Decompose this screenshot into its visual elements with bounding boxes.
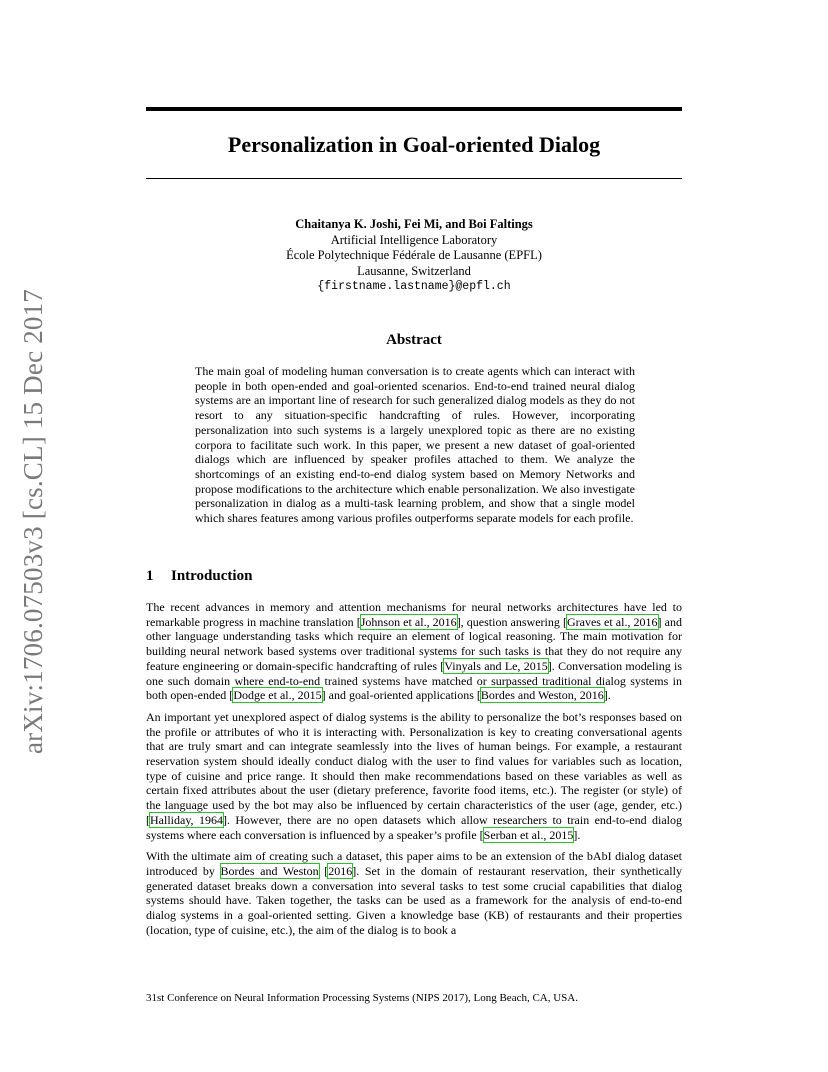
affiliation-lab: Artificial Intelligence Laboratory: [330, 232, 498, 247]
paragraph-text: An important yet unexplored aspect of dialog systems is the ability to personalize the bot’s responses based on the profile or attributes of who it is interacting with. Personalization is key to creating conversational agents that are truly smart and can integrate seamlessly into the lives of human beings. For example, a restaurant reservation system should ideally conduct dialog with the user to find values for variables such as location, type of cuisine and price range. It should then make recommendations based on these variables as well as certain fixed attributes about the user (dietary preference, favorite food items, etc.). The register (or style) of the language used by the bot may also be influenced by certain characteristics of the user (age, gender, etc.) [: [146, 709, 682, 827]
title-top-rule: [146, 107, 682, 111]
paragraph-text: ] and goal-oriented applications [: [321, 688, 481, 703]
affiliation-institution: École Polytechnique Fédérale de Lausanne (EPFL): [286, 248, 542, 262]
arxiv-identifier-text: arXiv:1706.07503v3 [cs.CL] 15 Dec 2017: [18, 288, 49, 754]
paragraph-text: ] and other language understanding tasks which require an element of logical reasoning. The main motivation for building neural network based systems over traditional systems for such tasks is that they do not require any feature engineering or domain-specific handcrafting of rules [: [146, 614, 682, 673]
section-heading: [146, 566, 682, 586]
section-number: 1: [146, 568, 154, 584]
paragraph-text: With the ultimate aim of creating such a dataset, this paper aims to be an extension of the bAbI dialog dataset introduced by: [146, 849, 682, 878]
paper-title: Personalization in Goal-oriented Dialog: [227, 132, 601, 157]
paragraph-2: [146, 710, 682, 842]
author-block: [146, 217, 682, 295]
citation-link[interactable]: Graves et al., 2016: [566, 614, 658, 629]
citation-link[interactable]: Bordes and Weston: [220, 863, 319, 878]
section-title: Introduction: [171, 568, 253, 584]
paragraph-text: ], question answering [: [456, 614, 567, 629]
paragraph-3: [146, 849, 682, 937]
paragraph-text: ]. Conversation modeling is one such domain where end-to-end trained systems have matched or surpassed traditional dialog systems in both open-ended [: [146, 658, 683, 703]
body-text: [146, 600, 682, 944]
paragraph-text: ].: [603, 688, 611, 703]
paragraph-text: [: [318, 863, 329, 878]
affiliation-location: Lausanne, Switzerland: [357, 263, 471, 278]
conference-footnote: 31st Conference on Neural Information Processing Systems (NIPS 2017), Long Beach, CA, USA.: [146, 992, 578, 1004]
citation-link[interactable]: Johnson et al., 2016: [360, 614, 457, 629]
author-names: Chaitanya K. Joshi, Fei Mi, and Boi Faltings: [295, 217, 533, 231]
citation-link[interactable]: 2016: [328, 863, 353, 878]
paragraph-text: ]. Set in the domain of restaurant reservation, their synthetically generated dataset breaks down a conversation into several tasks to test some crucial capabilities that dialog systems should have. Taken together, the tasks can be used as a framework for the analysis of end-to-end dialog systems in a goal-oriented setting. Given a knowledge base (KB) of restaurants and their properties (location, type of cuisine, etc.), the aim of the dialog is to book a: [146, 863, 682, 937]
citation-link[interactable]: Serban et al., 2015: [483, 827, 574, 842]
paragraph-text: ]. However, there are no open datasets which allow researchers to train end-to-end dialog systems where each conversation is influenced by a speaker’s profile [: [146, 812, 682, 842]
abstract-text: The main goal of modeling human conversation is to create agents which can interact with people in both open-ended and goal-oriented scenarios. End-to-end trained neural dialog systems are an important line of research for such generalized dialog models as they do not resort to any situation-specific handcrafting of rules. However, incorporating personalization into such systems is a largely unexplored topic as there are no existing corpora to facilitate such work. In this paper, we present a new dataset of goal-oriented dialogs which are influenced by speaker profiles attached to them. We analyze the shortcomings of an existing end-to-end dialog system based on Memory Networks and propose modifications to the architecture which enable personalization. We also investigate personalization in dialog as a multi-task learning problem, and show that a single model which shares features among various profiles outperforms separate models for each profile.: [195, 364, 635, 526]
paragraph-text: ].: [573, 827, 581, 842]
citation-link[interactable]: Bordes and Weston, 2016: [480, 688, 604, 703]
author-email: {firstname.lastname}@epfl.ch: [317, 280, 511, 293]
title-bottom-rule: [146, 178, 682, 179]
citation-link[interactable]: Dodge et al., 2015: [233, 688, 322, 703]
paragraph-text: The recent advances in memory and attention mechanisms for neural networks architectures have led to remarkable progress in machine translation [: [146, 600, 682, 629]
abstract-heading: Abstract: [386, 332, 442, 348]
paragraph-1: [146, 600, 682, 703]
arxiv-identifier: [18, 286, 50, 756]
citation-link[interactable]: Halliday, 1964: [150, 812, 223, 827]
citation-link[interactable]: Vinyals and Le, 2015: [444, 658, 548, 673]
